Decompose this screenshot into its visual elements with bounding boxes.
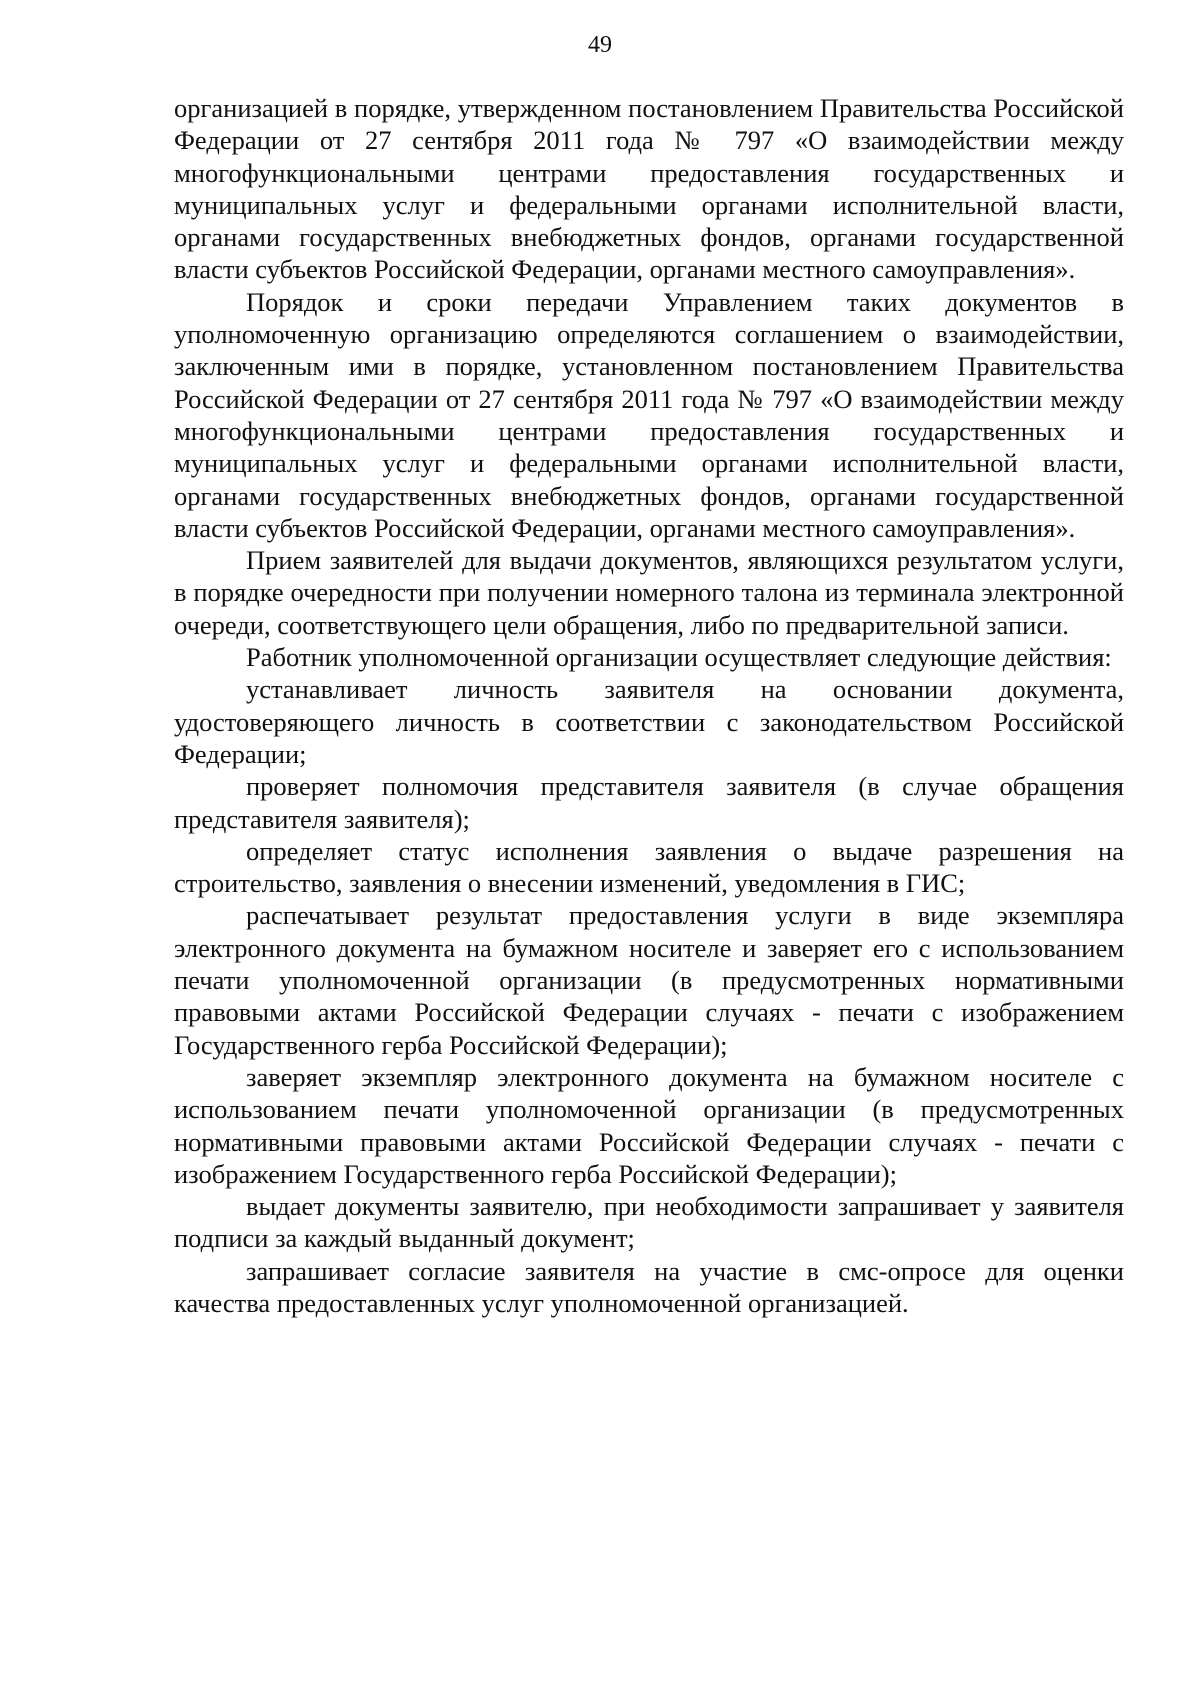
paragraph-applicant-reception: Прием заявителей для выдачи документов, являющихся результатом услуги, в порядке очередности при получении номерного талона из терминала электронной очереди, соответствующего цели обращения, либо по предварительной записи.	[174, 545, 1124, 640]
page-number: 49	[588, 32, 612, 58]
paragraph-determine-status: определяет статус исполнения заявления о выдаче разрешения на строительство, заявления о внесении изменений, уведомления в ГИС;	[174, 835, 1124, 899]
paragraph-transfer-procedure: Порядок и сроки передачи Управлением таких документов в уполномоченную организацию определяются соглашением о взаимодействии, заключенным ими в порядке, установленном постановлением Правительства Российской Федерации от 27 сентября 2011 года № 797 «О взаимодействии между многофункциональными центрами предоставления государственных и муниципальных услуг и федеральными органами исполнительной власти, органами государственных внебюджетных фондов, органами государственной власти субъектов Российской Федерации, органами местного самоуправления».	[174, 286, 1124, 543]
paragraph-request-consent: запрашивает согласие заявителя на участие в смс-опросе для оценки качества предоставленных услуг уполномоченной организацией.	[174, 1255, 1124, 1318]
paragraph-print-result: распечатывает результат предоставления услуги в виде экземпляра электронного документа на бумажном носителе и заверяет его с использованием печати уполномоченной организации (в предусмотренных нормативными правовыми актами Российской Федерации случаях - печати с изображением Государственного герба Российской Федерации);	[174, 900, 1124, 1060]
paragraph-continuation: организацией в порядке, утвержденном постановлением Правительства Российской Федерации от 27 сентября 2011 года № 797 «О взаимодействии между многофункциональными центрами предоставления государственных и муниципальных услуг и федеральными органами исполнительной власти, органами государственных внебюджетных фондов, органами государственной власти субъектов Российской Федерации, органами местного самоуправления».	[174, 93, 1124, 285]
document-body	[174, 92, 1124, 1319]
paragraph-check-authority: проверяет полномочия представителя заявителя (в случае обращения представителя заявителя);	[174, 771, 1124, 834]
paragraph-worker-actions-intro: Работник уполномоченной организации осуществляет следующие действия:	[246, 642, 1112, 673]
paragraph-identify-applicant: устанавливает личность заявителя на основании документа, удостоверяющего личность в соответствии с законодательством Российской Федерации;	[174, 674, 1124, 769]
paragraph-certify-copy: заверяет экземпляр электронного документа на бумажном носителе с использованием печати уполномоченной организации (в предусмотренных нормативными правовыми актами Российской Федерации случаях - печати с изображением Государственного герба Российской Федерации);	[174, 1061, 1124, 1189]
paragraph-issue-documents: выдает документы заявителю, при необходимости запрашивает у заявителя подписи за каждый выданный документ;	[174, 1191, 1124, 1254]
